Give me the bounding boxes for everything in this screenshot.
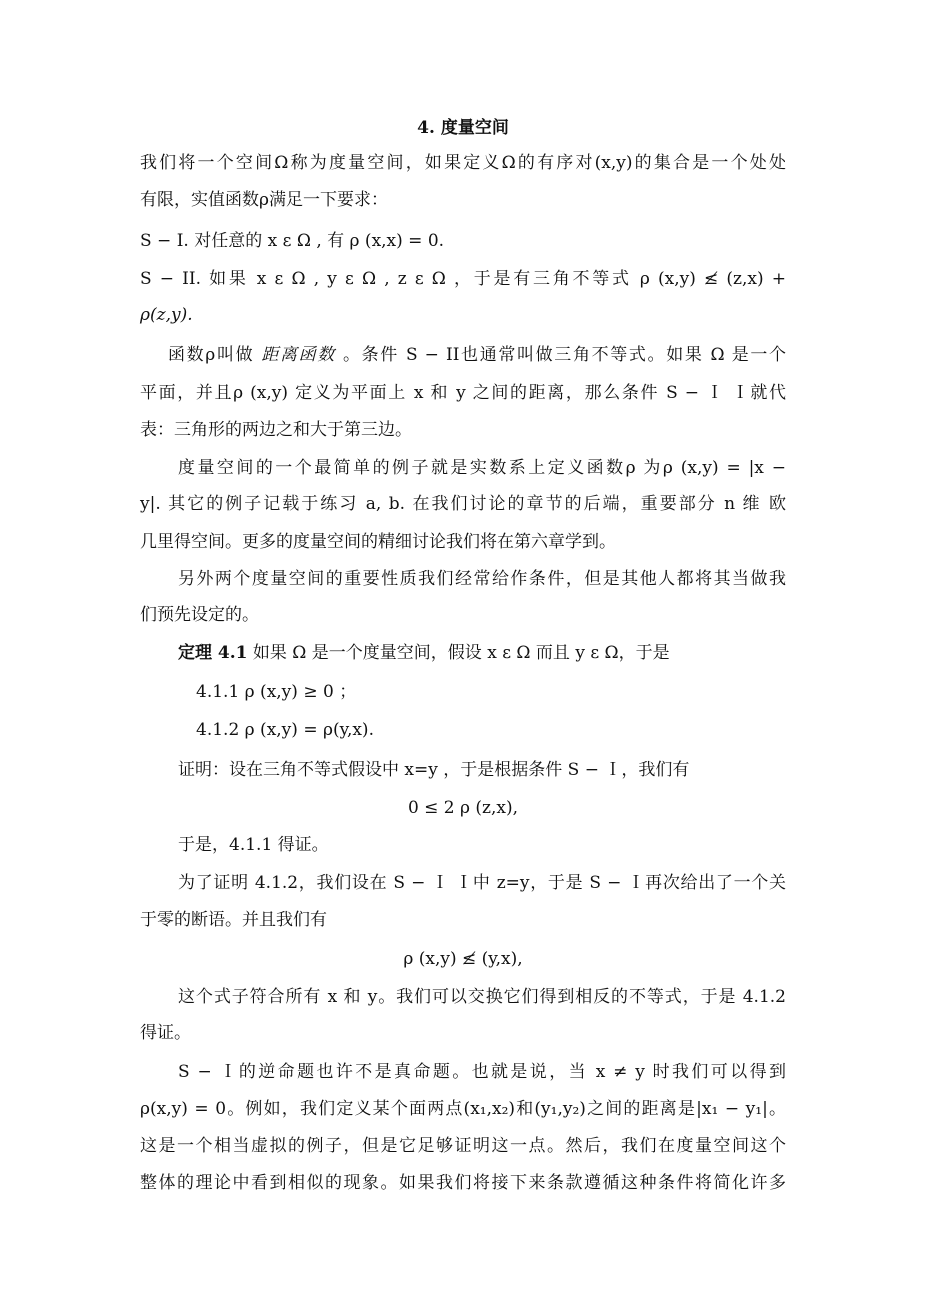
paragraph-line: 另外两个度量空间的重要性质我们经常给作条件，但是其他人都将其当做我 — [178, 569, 786, 589]
equation: ρ (x,y) ≰ (y,x), — [403, 949, 523, 969]
proof-line: 这个式子符合所有 x 和 y。我们可以交换它们得到相反的不等式，于是 4.1.2 — [178, 987, 786, 1007]
paragraph-line: y|. 其它的例子记载于练习 a, b. 在我们讨论的章节的后端，重要部分 n 维 欧 — [140, 494, 786, 514]
theorem-item: 4.1.1 ρ (x,y) ≥ 0 ； — [196, 682, 357, 702]
proof-line: 得证。 — [140, 1023, 191, 1043]
theorem-text: 如果 Ω 是一个度量空间，假设 x ε Ω 而且 y ε Ω，于是 — [247, 643, 670, 663]
theorem-statement — [178, 641, 670, 665]
theorem-item: 4.1.2 ρ (x,y) = ρ(y,x). — [196, 720, 374, 740]
proof-line: 于零的断语。并且我们有 — [140, 910, 327, 930]
condition-s2-cont: ρ(z,y). — [140, 305, 193, 325]
condition-s2: S − II. 如果 x ε Ω , y ε Ω , z ε Ω ，于是有三角不等式 ρ (x,y) ≰ (z,x) + — [140, 269, 786, 289]
text: 函数ρ叫做 — [168, 345, 262, 365]
condition-s1: S − I. 对任意的 x ε Ω , 有 ρ (x,x) = 0. — [140, 231, 445, 251]
paragraph-line: ρ(x,y) = 0。例如，我们定义某个面两点(x₁,x₂)和(y₁,y₂)之间的距离是|x₁ − y₁|。 — [140, 1099, 786, 1119]
section-title: 4. 度量空间 — [417, 118, 509, 138]
proof-line: 于是，4.1.1 得证。 — [178, 835, 329, 855]
text: 。条件 S − II也通常叫做三角不等式。如果 Ω 是一个 — [335, 345, 787, 365]
term-distance-function: 距离函数 — [261, 345, 336, 365]
paragraph-line: 表：三角形的两边之和大于第三边。 — [140, 420, 412, 440]
paragraph-line: 整体的理论中看到相似的现象。如果我们将接下来条款遵循这种条件将简化许多 — [140, 1173, 786, 1193]
paragraph-line: 有限，实值函数ρ满足一下要求： — [140, 190, 388, 210]
paragraph-line: 我们将一个空间Ω称为度量空间，如果定义Ω的有序对(x,y)的集合是一个处处 — [140, 153, 786, 173]
paragraph-line: 这是一个相当虚拟的例子，但是它足够证明这一点。然后，我们在度量空间这个 — [140, 1136, 786, 1156]
paragraph-line: 们预先设定的。 — [140, 605, 259, 625]
paragraph-line: 平面，并且ρ (x,y) 定义为平面上 x 和 y 之间的距离，那么条件 S − Ｉ Ｉ就代 — [140, 383, 786, 403]
proof-line: 证明：设在三角不等式假设中 x=y ，于是根据条件 S − Ｉ，我们有 — [178, 760, 690, 780]
paragraph-line: 几里得空间。更多的度量空间的精细讨论我们将在第六章学到。 — [140, 532, 616, 552]
paragraph-line: S − Ｉ的逆命题也许不是真命题。也就是说，当 x ≠ y 时我们可以得到 — [178, 1062, 786, 1082]
theorem-label: 定理 4.1 — [178, 643, 248, 663]
equation: 0 ≤ 2 ρ (z,x), — [407, 798, 519, 818]
paragraph-line — [168, 343, 786, 367]
paragraph-line: 度量空间的一个最简单的例子就是实数系上定义函数ρ 为ρ (x,y) = |x − — [178, 458, 786, 478]
proof-line: 为了证明 4.1.2，我们设在 S − Ｉ Ｉ中 z=y，于是 S − Ｉ再次给出了一个关 — [178, 873, 786, 893]
